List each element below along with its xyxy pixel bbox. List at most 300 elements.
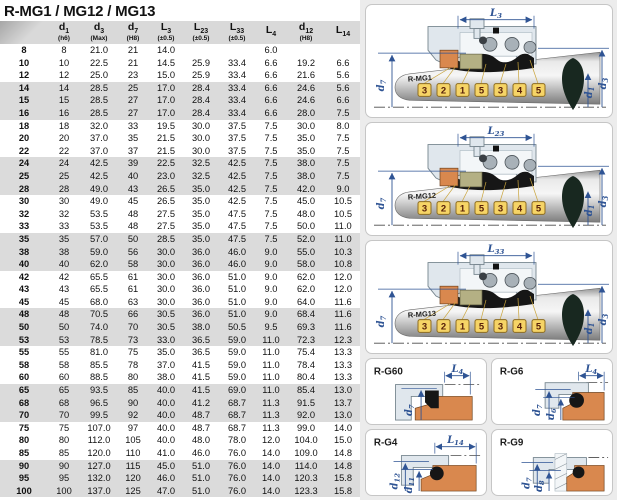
table-cell-size: 45 bbox=[18, 296, 30, 307]
table-row bbox=[0, 120, 360, 133]
panel-r-g6 bbox=[491, 358, 613, 425]
table-cell-size: 80 bbox=[18, 435, 30, 446]
table-cell: 110 bbox=[125, 448, 141, 458]
table-row bbox=[0, 334, 360, 347]
table-cell: 76.0 bbox=[227, 460, 247, 471]
table-cell: 36.0 bbox=[191, 309, 211, 320]
table-cell: 36.0 bbox=[191, 271, 211, 282]
table-cell: 36.0 bbox=[191, 296, 211, 307]
table-cell: 17.0 bbox=[156, 107, 176, 118]
table-cell: 11.0 bbox=[262, 334, 280, 345]
table-row bbox=[0, 107, 360, 120]
table-cell: 11.6 bbox=[334, 296, 352, 307]
table-cell: 38.0 bbox=[156, 372, 176, 383]
table-cell: 7.5 bbox=[264, 196, 278, 207]
table-cell: 14.8 bbox=[333, 448, 353, 458]
table-cell: 53.5 bbox=[89, 221, 109, 232]
column-header-l3: $L_3$ (±0.5) bbox=[148, 21, 184, 44]
table-cell: 35.0 bbox=[191, 221, 211, 232]
table-cell: 25 bbox=[58, 170, 70, 181]
table-cell: 7.5 bbox=[336, 107, 350, 118]
table-header bbox=[0, 21, 360, 44]
svg-text:d7: $d_7$ bbox=[375, 197, 389, 210]
table-row bbox=[0, 308, 360, 321]
table-cell: 59.0 bbox=[227, 359, 247, 370]
table-cell: 6.6 bbox=[264, 57, 278, 68]
table-cell: 11.0 bbox=[262, 385, 280, 396]
table-cell: 22.5 bbox=[89, 57, 109, 68]
table-cell-size: 10 bbox=[18, 57, 30, 68]
table-cell: 13.3 bbox=[333, 347, 353, 358]
column-header-d7: $d_7$ (H8) bbox=[118, 21, 148, 44]
table-cell-size: 65 bbox=[18, 385, 30, 396]
panel-r-g60 bbox=[365, 358, 487, 425]
table-cell: 91.5 bbox=[296, 397, 316, 408]
table-cell bbox=[326, 44, 360, 57]
table-body bbox=[0, 44, 360, 497]
table-cell-size: 100 bbox=[16, 485, 32, 496]
table-row bbox=[0, 472, 360, 485]
table-cell: 5.6 bbox=[336, 70, 350, 81]
table-row bbox=[0, 44, 360, 57]
table-cell: 107.0 bbox=[87, 422, 111, 433]
table-cell: 42.0 bbox=[296, 183, 316, 194]
seat-label: R-G60 bbox=[373, 366, 403, 378]
table-cell: 32 bbox=[58, 208, 70, 219]
table-cell: 123.3 bbox=[294, 485, 318, 496]
table-cell: 43 bbox=[58, 284, 70, 295]
table-cell: 64.0 bbox=[296, 296, 316, 307]
table-cell: 13.3 bbox=[333, 359, 353, 370]
table-cell-size: 35 bbox=[18, 233, 30, 244]
table-cell-size: 55 bbox=[18, 347, 30, 358]
table-cell: 10.5 bbox=[333, 208, 353, 219]
table-cell: 105 bbox=[125, 435, 141, 446]
table-cell: 69.3 bbox=[296, 322, 316, 333]
svg-text:d7: $d_7$ bbox=[375, 315, 389, 328]
table-cell: 30.0 bbox=[156, 271, 176, 282]
table-cell: 7.5 bbox=[336, 170, 350, 181]
table-cell bbox=[218, 44, 256, 57]
table-row bbox=[0, 283, 360, 296]
table-cell: 90 bbox=[58, 460, 70, 471]
table-cell: 45 bbox=[58, 296, 70, 307]
table-cell: 65 bbox=[58, 385, 70, 396]
table-cell: 30.0 bbox=[156, 259, 176, 270]
table-cell: 42.5 bbox=[89, 170, 109, 181]
table-cell: 7.5 bbox=[336, 158, 350, 169]
panel-r-mg1 bbox=[365, 4, 613, 118]
table-cell: 11.3 bbox=[262, 422, 280, 433]
table-row bbox=[0, 359, 360, 372]
table-cell: 46.0 bbox=[156, 473, 176, 484]
table-row bbox=[0, 246, 360, 259]
table-cell: 81.0 bbox=[89, 347, 109, 358]
stationary-seat bbox=[563, 392, 604, 420]
table-cell-size: 8 bbox=[21, 45, 27, 55]
table-cell: 41.0 bbox=[156, 448, 176, 458]
table-cell: 99.0 bbox=[296, 422, 316, 433]
table-cell: 14.0 bbox=[333, 422, 353, 433]
svg-text:d3: $d_3$ bbox=[597, 195, 611, 208]
table-row bbox=[0, 434, 360, 447]
panel-r-mg12 bbox=[365, 122, 613, 236]
column-header-l14: $L_{14}$ bbox=[326, 21, 360, 44]
table-cell: 35.0 bbox=[296, 145, 316, 156]
table-cell: 22 bbox=[58, 145, 70, 156]
table-cell: 40.0 bbox=[156, 385, 176, 396]
table-cell: 58 bbox=[127, 259, 139, 270]
table-cell-size: 25 bbox=[18, 170, 30, 181]
table-cell-size: 14 bbox=[18, 82, 30, 93]
table-cell: 61 bbox=[127, 271, 139, 282]
table-cell: 41.5 bbox=[191, 385, 211, 396]
table-cell: 36.0 bbox=[191, 284, 211, 295]
column-header-d3: $d_3$ (Max) bbox=[80, 21, 118, 44]
table-cell: 80 bbox=[58, 435, 70, 446]
table-cell: 28.0 bbox=[296, 107, 316, 118]
table-cell: 60 bbox=[58, 372, 70, 383]
svg-text:L4: $L_4$ bbox=[585, 363, 598, 376]
column-header-l4: $L_4$ bbox=[256, 21, 286, 44]
table-cell: 13.0 bbox=[333, 385, 353, 396]
table-cell-size: 32 bbox=[18, 208, 30, 219]
table-cell: 120.0 bbox=[87, 448, 111, 458]
table-cell: 36.5 bbox=[191, 334, 211, 345]
table-cell: 68.4 bbox=[296, 309, 316, 320]
table-cell: 78.4 bbox=[296, 359, 316, 370]
table-cell: 74.0 bbox=[89, 322, 109, 333]
table-row bbox=[0, 384, 360, 397]
table-cell-size: 85 bbox=[18, 448, 30, 458]
table-row bbox=[0, 485, 360, 498]
table-cell: 35.0 bbox=[191, 183, 211, 194]
table-cell: 7.5 bbox=[264, 170, 278, 181]
table-cell: 104.0 bbox=[294, 435, 318, 446]
table-cell: 30.0 bbox=[296, 120, 316, 131]
table-cell: 48.0 bbox=[191, 435, 211, 446]
table-cell: 49.0 bbox=[89, 196, 109, 207]
table-cell: 14.5 bbox=[156, 57, 176, 68]
table-cell: 75.4 bbox=[296, 347, 316, 358]
table-cell: 9.0 bbox=[264, 271, 278, 282]
table-cell: 45.0 bbox=[296, 196, 316, 207]
table-cell: 41.5 bbox=[191, 372, 211, 383]
table-cell: 112.0 bbox=[87, 435, 111, 446]
table-cell-size: 28 bbox=[18, 183, 30, 194]
table-cell: 15 bbox=[58, 95, 70, 106]
table-cell: 28.4 bbox=[191, 95, 211, 106]
table-cell: 58 bbox=[58, 359, 70, 370]
table-cell: 25 bbox=[127, 82, 139, 93]
table-cell: 6.6 bbox=[264, 107, 278, 118]
svg-text:d8: $d_8$ bbox=[534, 480, 547, 492]
table-cell: 132.0 bbox=[87, 473, 111, 484]
svg-text:L3: $L_3$ bbox=[490, 7, 502, 20]
table-cell: 30.0 bbox=[156, 246, 176, 257]
table-cell: 63 bbox=[127, 296, 139, 307]
table-cell: 50 bbox=[58, 322, 70, 333]
table-cell: 7.5 bbox=[264, 120, 278, 131]
table-cell: 35.0 bbox=[156, 347, 176, 358]
table-cell-size: 38 bbox=[18, 246, 30, 257]
table-cell: 33.0 bbox=[156, 334, 176, 345]
table-cell-size: 68 bbox=[18, 397, 30, 408]
page-title: R-MG1 / MG12 / MG13 bbox=[4, 3, 156, 20]
table-row bbox=[0, 157, 360, 170]
table-cell: 51.0 bbox=[191, 473, 211, 484]
table-cell: 48 bbox=[127, 221, 139, 232]
table-cell: 51.0 bbox=[227, 296, 247, 307]
table-cell-size: 48 bbox=[18, 309, 30, 320]
column-header-d1: $d_1$ (h6) bbox=[48, 21, 80, 44]
table-cell: 120.3 bbox=[294, 473, 318, 484]
table-cell: 21.5 bbox=[156, 145, 176, 156]
table-cell: 25.9 bbox=[191, 70, 211, 81]
table-cell: 42.5 bbox=[227, 196, 247, 207]
table-cell: 7.5 bbox=[336, 145, 350, 156]
table-cell: 14.8 bbox=[333, 460, 353, 471]
table-cell: 95 bbox=[58, 473, 70, 484]
table-cell: 27 bbox=[127, 107, 139, 118]
seal-model-label: R-MG1 bbox=[407, 73, 433, 84]
dimension-top bbox=[458, 244, 534, 265]
table-cell: 6.6 bbox=[336, 57, 350, 68]
table-cell: 28.5 bbox=[89, 95, 109, 106]
table-row bbox=[0, 271, 360, 284]
table-cell: 11.3 bbox=[262, 410, 280, 421]
table-row bbox=[0, 170, 360, 183]
table-cell: 50.0 bbox=[296, 221, 316, 232]
svg-text:d11: $d_{11}$ bbox=[404, 476, 417, 494]
svg-text:L14: $L_{14}$ bbox=[447, 434, 464, 447]
table-cell: 12.3 bbox=[333, 334, 353, 345]
table-cell: 25.0 bbox=[89, 70, 109, 81]
table-cell: 6.6 bbox=[264, 82, 278, 93]
svg-text:d1: $d_1$ bbox=[583, 86, 597, 99]
table-cell: 38.0 bbox=[296, 158, 316, 169]
table-cell-size: 22 bbox=[18, 145, 30, 156]
table-cell: 70 bbox=[127, 322, 139, 333]
table-cell: 30.0 bbox=[156, 284, 176, 295]
table-cell: 115 bbox=[125, 460, 141, 471]
table-cell: 21.0 bbox=[89, 45, 109, 55]
table-cell: 125 bbox=[125, 485, 141, 496]
seal-model-label: R-MG12 bbox=[407, 190, 437, 202]
seat-label: R-G4 bbox=[373, 437, 398, 449]
table-cell: 48.7 bbox=[191, 422, 211, 433]
table-cell: 10.8 bbox=[333, 259, 353, 270]
table-cell: 85 bbox=[58, 448, 70, 458]
table-cell-size: 20 bbox=[18, 133, 30, 144]
table-cell: 85.4 bbox=[296, 385, 316, 396]
svg-text:d3: $d_3$ bbox=[597, 77, 611, 90]
table-cell: 70.5 bbox=[89, 309, 109, 320]
table-cell: 7.5 bbox=[264, 133, 278, 144]
table-cell: 39 bbox=[127, 158, 139, 169]
column-header-l33: $L_{33}$ (±0.5) bbox=[218, 21, 256, 44]
table-cell: 35.0 bbox=[191, 208, 211, 219]
table-cell: 13.3 bbox=[333, 372, 353, 383]
svg-text:d1: $d_1$ bbox=[583, 322, 597, 335]
table-cell: 42.5 bbox=[227, 183, 247, 194]
table-cell: 50 bbox=[127, 233, 139, 244]
table-cell: 9.0 bbox=[264, 284, 278, 295]
table-cell: 62.0 bbox=[296, 284, 316, 295]
table-row bbox=[0, 183, 360, 196]
table-cell: 25.9 bbox=[191, 57, 211, 68]
table-cell: 51.0 bbox=[191, 460, 211, 471]
table-cell: 6.6 bbox=[264, 95, 278, 106]
table-cell: 76.0 bbox=[227, 448, 247, 458]
svg-text:L4: $L_4$ bbox=[451, 363, 464, 376]
table-cell: 52.0 bbox=[296, 233, 316, 244]
table-cell-size: 30 bbox=[18, 196, 30, 207]
table-cell: 32.5 bbox=[191, 170, 211, 181]
table-cell: 27.5 bbox=[156, 221, 176, 232]
panel-r-g4 bbox=[365, 429, 487, 496]
table-cell: 10 bbox=[58, 57, 70, 68]
column-header-l23: $L_{23}$ (±0.5) bbox=[184, 21, 218, 44]
table-cell: 9.0 bbox=[336, 183, 350, 194]
table-cell: 9.0 bbox=[264, 309, 278, 320]
table-cell: 41.5 bbox=[191, 359, 211, 370]
dimension-top bbox=[458, 8, 534, 29]
svg-text:L33: $L_{33}$ bbox=[487, 243, 505, 256]
table-cell: 17.0 bbox=[156, 82, 176, 93]
table-cell: 14.0 bbox=[261, 460, 281, 471]
table-cell: 24 bbox=[58, 158, 70, 169]
stationary-seat bbox=[415, 396, 472, 420]
table-cell: 8 bbox=[61, 45, 67, 55]
table-cell-size: 16 bbox=[18, 107, 30, 118]
table-cell: 9.0 bbox=[264, 296, 278, 307]
table-cell: 37.0 bbox=[89, 145, 109, 156]
table-cell: 75 bbox=[127, 347, 139, 358]
dimension-top bbox=[458, 126, 534, 147]
table-cell: 35.0 bbox=[296, 133, 316, 144]
table-row bbox=[0, 220, 360, 233]
table-row bbox=[0, 397, 360, 410]
table-row bbox=[0, 460, 360, 473]
table-cell: 76.0 bbox=[227, 473, 247, 484]
table-cell: 56 bbox=[127, 246, 139, 257]
table-cell: 85.5 bbox=[89, 359, 109, 370]
table-cell: 97 bbox=[127, 422, 139, 433]
table-row bbox=[0, 296, 360, 309]
table-cell: 7.5 bbox=[264, 221, 278, 232]
table-cell: 55.0 bbox=[296, 246, 316, 257]
table-cell: 11.6 bbox=[334, 309, 352, 320]
table-cell: 99.5 bbox=[89, 410, 109, 421]
table-cell: 59.0 bbox=[227, 334, 247, 345]
o-ring bbox=[573, 466, 585, 478]
dimension-table bbox=[0, 21, 360, 497]
table-cell: 51.0 bbox=[227, 309, 247, 320]
table-cell: 12.0 bbox=[261, 435, 281, 446]
seat-label: R-G9 bbox=[499, 437, 524, 449]
table-cell: 14.0 bbox=[261, 473, 281, 484]
table-cell: 14.0 bbox=[156, 45, 176, 55]
table-cell: 27 bbox=[127, 95, 139, 106]
table-row bbox=[0, 145, 360, 158]
table-cell: 80 bbox=[127, 372, 139, 383]
table-cell: 7.5 bbox=[264, 208, 278, 219]
svg-text:L23: $L_{23}$ bbox=[487, 125, 505, 138]
table-cell: 11.0 bbox=[334, 233, 352, 244]
table-cell: 49.0 bbox=[89, 183, 109, 194]
table-cell: 47.5 bbox=[227, 221, 247, 232]
table-cell-size: 50 bbox=[18, 322, 30, 333]
table-cell: 92 bbox=[127, 410, 139, 421]
table-cell: 59.0 bbox=[227, 372, 247, 383]
table-cell: 11.0 bbox=[262, 347, 280, 358]
table-cell: 15.0 bbox=[156, 70, 176, 81]
table-cell: 21.6 bbox=[296, 70, 316, 81]
table-cell: 45.0 bbox=[156, 460, 176, 471]
table-cell: 12.0 bbox=[333, 284, 353, 295]
table-cell-size: 60 bbox=[18, 372, 30, 383]
table-cell: 41.2 bbox=[191, 397, 211, 408]
table-cell: 40 bbox=[58, 259, 70, 270]
table-cell: 68.7 bbox=[227, 422, 247, 433]
table-cell: 19.2 bbox=[296, 57, 316, 68]
table-cell: 6.6 bbox=[264, 70, 278, 81]
table-cell: 14.0 bbox=[261, 448, 281, 458]
table-cell: 53.5 bbox=[89, 208, 109, 219]
table-row bbox=[0, 422, 360, 435]
table-row bbox=[0, 346, 360, 359]
clamp-sleeve-hatched bbox=[555, 454, 567, 491]
table-cell bbox=[286, 44, 326, 57]
table-cell: 59.0 bbox=[89, 246, 109, 257]
table-cell: 20 bbox=[58, 133, 70, 144]
table-cell-size: 95 bbox=[18, 473, 30, 484]
table-cell-size: 58 bbox=[18, 359, 30, 370]
seat-diagrams bbox=[365, 358, 613, 496]
table-row bbox=[0, 57, 360, 70]
table-cell: 18 bbox=[58, 120, 70, 131]
table-cell: 12 bbox=[58, 70, 70, 81]
table-cell: 6.6 bbox=[336, 95, 350, 106]
table-cell: 80.4 bbox=[296, 372, 316, 383]
table-cell: 90 bbox=[127, 397, 139, 408]
table-cell: 66 bbox=[127, 309, 139, 320]
table-cell: 37.5 bbox=[227, 133, 247, 144]
table-cell: 40.0 bbox=[156, 410, 176, 421]
table-cell: 38 bbox=[58, 246, 70, 257]
table-cell: 42.5 bbox=[227, 170, 247, 181]
table-cell: 51.0 bbox=[227, 284, 247, 295]
table-cell: 40.0 bbox=[156, 422, 176, 433]
svg-text:d3: $d_3$ bbox=[597, 313, 611, 326]
table-cell: 32.0 bbox=[89, 120, 109, 131]
table-cell: 47.0 bbox=[156, 485, 176, 496]
table-cell: 11.0 bbox=[262, 359, 280, 370]
table-cell: 11.3 bbox=[262, 397, 280, 408]
table-cell: 21 bbox=[127, 57, 139, 68]
table-cell: 9.0 bbox=[264, 246, 278, 257]
table-row bbox=[0, 82, 360, 95]
table-cell: 33 bbox=[58, 221, 70, 232]
table-cell: 37.5 bbox=[227, 145, 247, 156]
table-cell: 9.0 bbox=[264, 259, 278, 270]
table-cell: 36.0 bbox=[191, 259, 211, 270]
table-cell: 109.0 bbox=[294, 448, 318, 458]
table-row bbox=[0, 94, 360, 107]
table-cell: 50.5 bbox=[227, 322, 247, 333]
table-cell: 75 bbox=[58, 422, 70, 433]
